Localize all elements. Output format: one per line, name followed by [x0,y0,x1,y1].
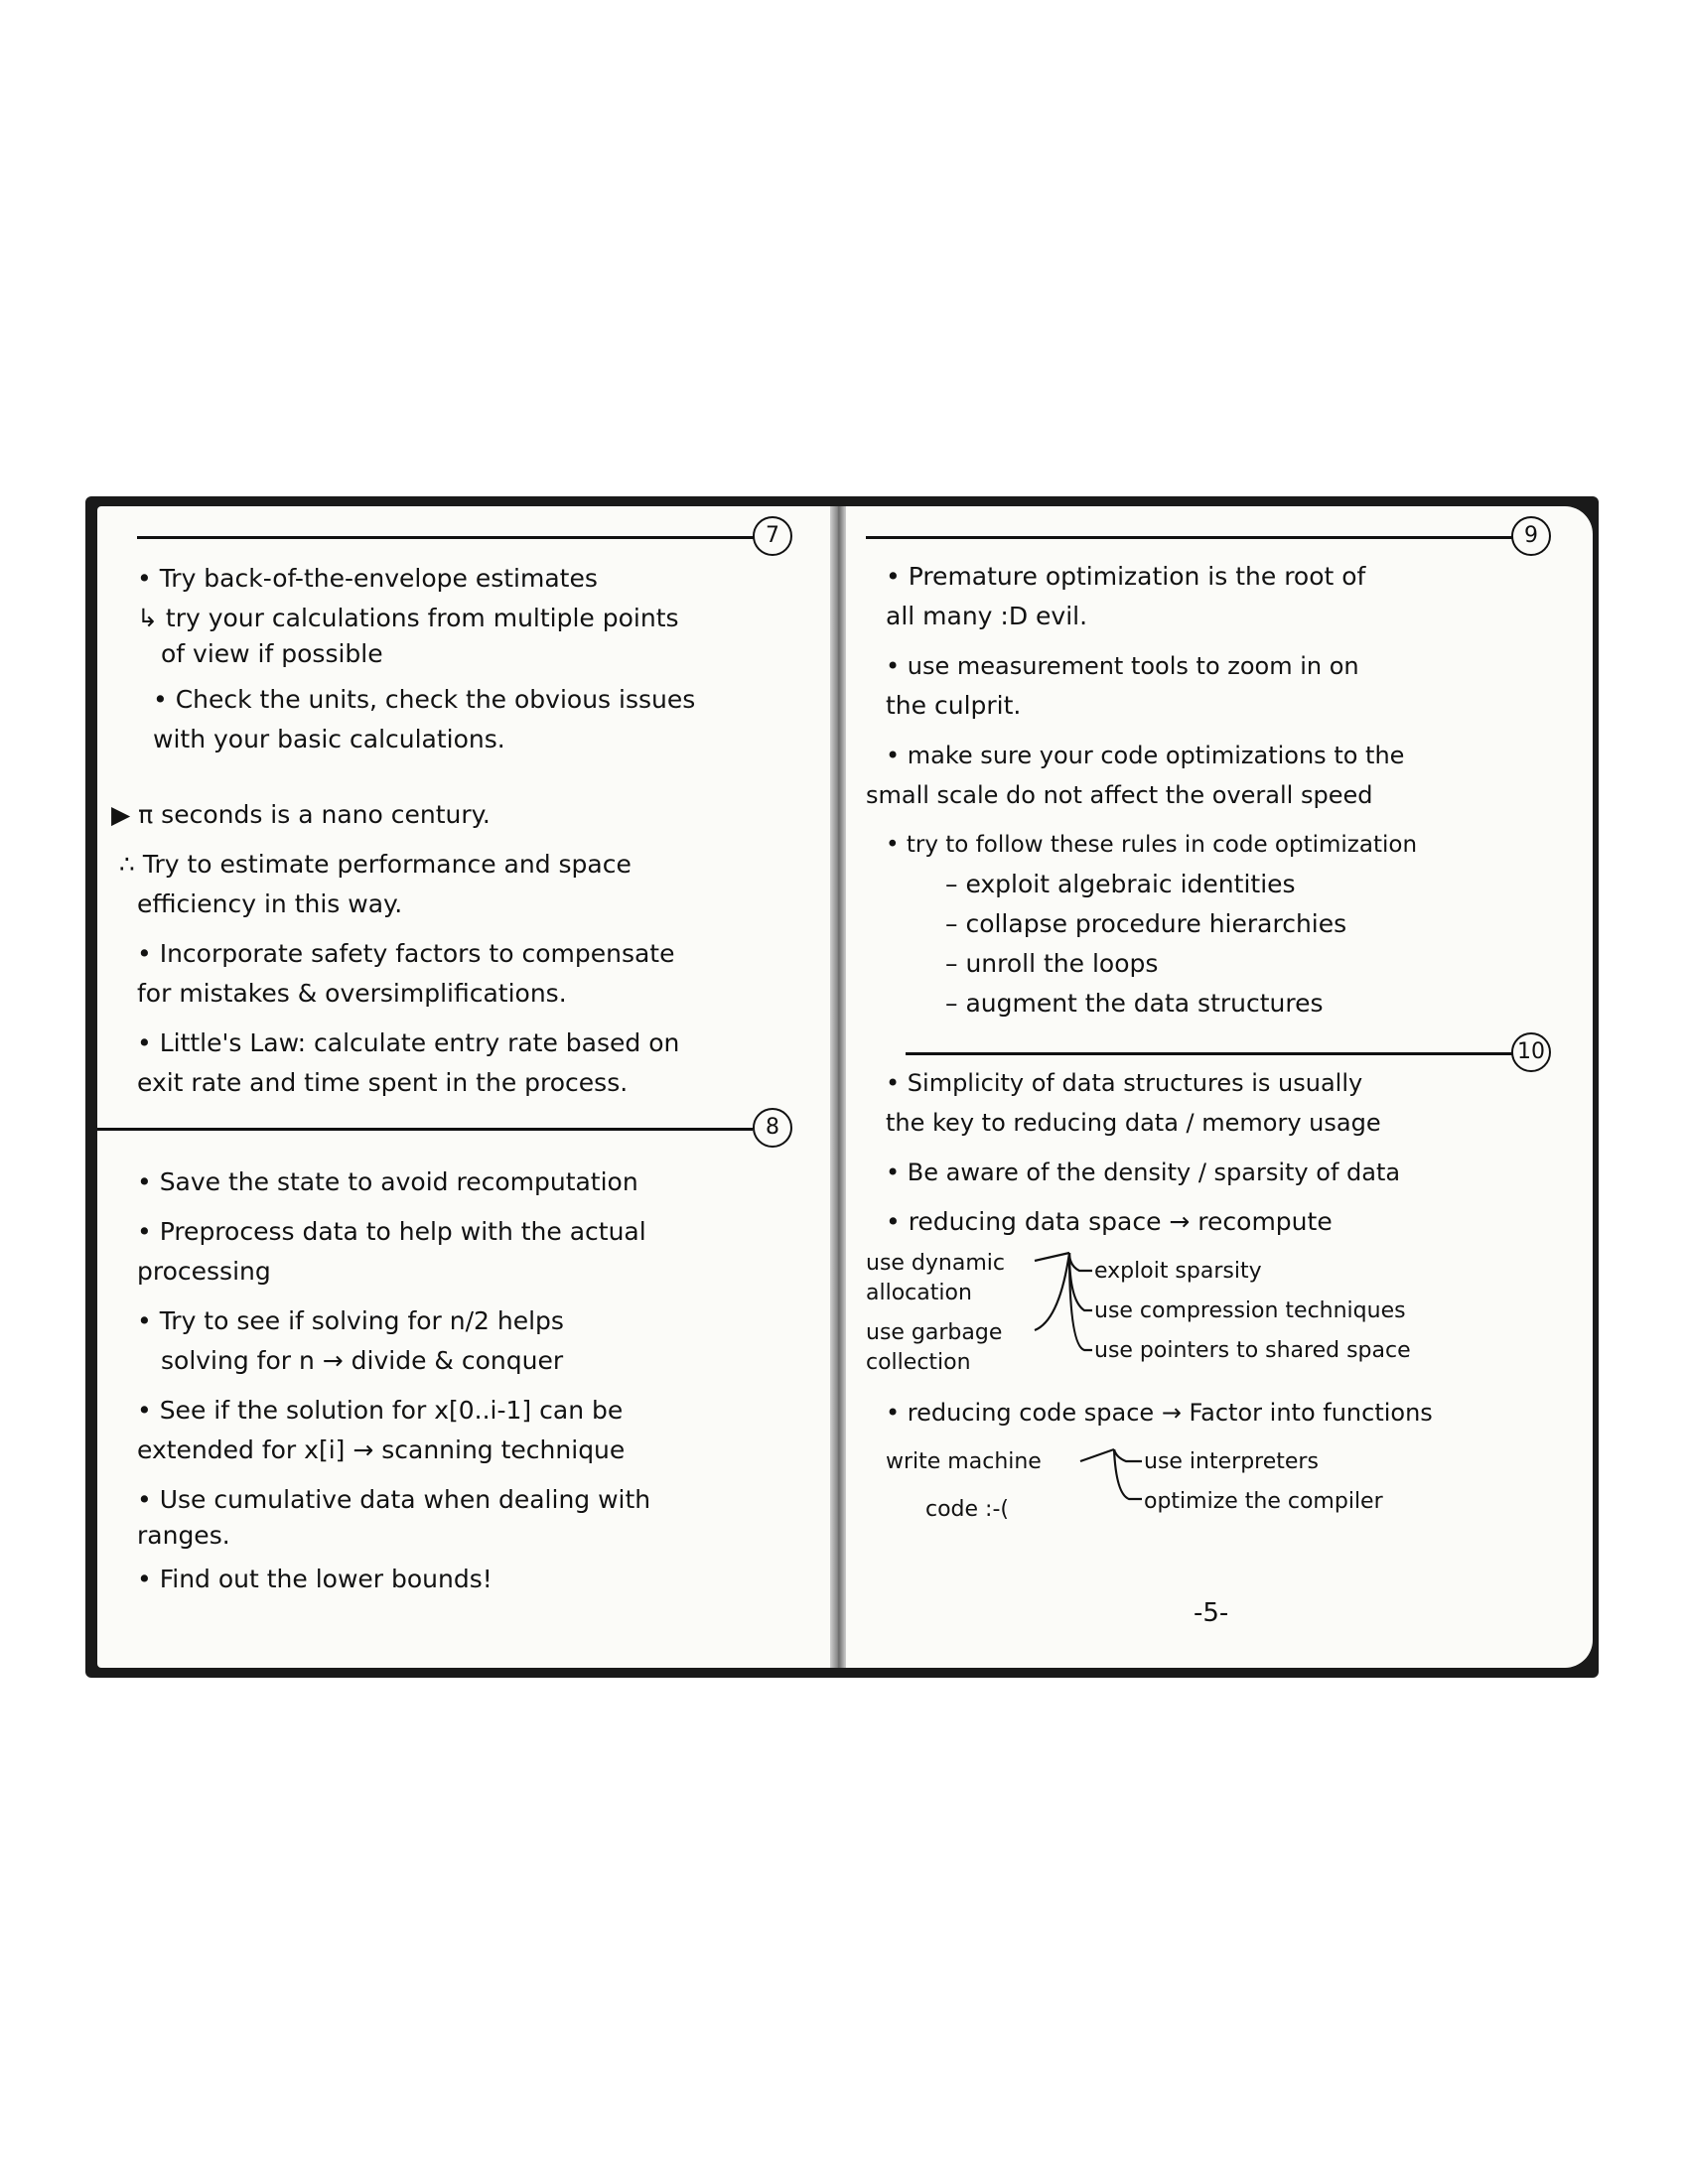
notebook-page-left [97,506,830,1668]
note-line: of view if possible [161,639,383,668]
notebook-page-right [846,506,1593,1668]
diagram-label: use dynamic [866,1251,1005,1276]
note-line: • Try to see if solving for n/2 helps [137,1306,564,1335]
section-number: 10 [1511,1032,1551,1072]
note-line: ▶ π seconds is a nano century. [111,800,491,829]
section-number: 8 [753,1108,792,1148]
note-line: solving for n → divide & conquer [161,1346,564,1375]
note-line: • Premature optimization is the root of [886,562,1366,591]
note-line: for mistakes & oversimplifications. [137,979,567,1008]
note-line: – augment the data structures [945,989,1324,1018]
arrow-compression [1069,1253,1092,1310]
note-line: extended for x[i] → scanning technique [137,1435,626,1464]
note-line: • Use cumulative data when dealing with [137,1485,651,1514]
notebook-spine [830,506,846,1668]
note-line: with your basic calculations. [153,725,505,753]
diagram-label: use compression techniques [1094,1298,1406,1323]
note-line: • Preprocess data to help with the actual [137,1217,646,1246]
note-line: • Incorporate safety factors to compensate [137,939,675,968]
diagram-label: collection [866,1350,971,1375]
note-line: small scale do not affect the overall speed [866,781,1373,809]
diagram-label: allocation [866,1281,972,1305]
arrow-interpreters [1114,1449,1142,1461]
note-line: • Try back-of-the-envelope estimates [137,564,598,593]
note-line: the culprit. [886,691,1022,720]
note-line: • make sure your code optimizations to the [886,742,1405,769]
diagram-label: use garbage [866,1320,1003,1345]
note-line: – exploit algebraic identities [945,870,1296,898]
note-line: • reducing data space → recompute [886,1207,1333,1236]
section-divider [97,1128,753,1131]
note-line: • Little's Law: calculate entry rate based on [137,1028,680,1057]
note-line: ↳ try your calculations from multiple points [137,604,679,632]
note-line: • Find out the lower bounds! [137,1565,492,1593]
note-line: • reducing code space → Factor into functions [886,1399,1433,1427]
diagram-label: use pointers to shared space [1094,1338,1411,1363]
arrow-pointers [1069,1253,1092,1350]
branch-arrows [846,506,1593,1668]
arrow-dynamic-allocation [1035,1253,1069,1261]
arrow-write-machine-code [1080,1449,1114,1461]
note-line: • Simplicity of data structures is usually [886,1069,1363,1097]
note-line: ranges. [137,1521,230,1550]
note-line: exit rate and time spent in the process. [137,1068,629,1097]
arrow-garbage-collection [1035,1253,1069,1330]
note-line: the key to reducing data / memory usage [886,1109,1381,1137]
note-line: • use measurement tools to zoom in on [886,652,1359,680]
note-line: processing [137,1257,271,1286]
diagram-label: use interpreters [1144,1449,1319,1474]
note-line: efficiency in this way. [137,889,403,918]
arrow-exploit-sparsity [1069,1253,1092,1271]
diagram-label: code :-( [925,1497,1009,1522]
note-line: • Be aware of the density / sparsity of data [886,1159,1401,1186]
page-number: -5- [1194,1598,1229,1628]
note-line: • See if the solution for x[0..i-1] can be [137,1396,624,1425]
note-line: • Save the state to avoid recomputation [137,1167,638,1196]
note-line: ∴ Try to estimate performance and space [119,850,632,879]
note-line: all many :D evil. [886,602,1088,630]
diagram-label: write machine [886,1449,1042,1474]
diagram-label: exploit sparsity [1094,1259,1262,1284]
diagram-label: optimize the compiler [1144,1489,1383,1514]
section-number: 7 [753,516,792,556]
note-line: • try to follow these rules in code optimization [886,832,1418,858]
note-line: – unroll the loops [945,949,1159,978]
section-number: 9 [1511,516,1551,556]
note-line: – collapse procedure hierarchies [945,909,1347,938]
section-divider [137,536,773,539]
note-line: • Check the units, check the obvious issues [153,685,696,714]
